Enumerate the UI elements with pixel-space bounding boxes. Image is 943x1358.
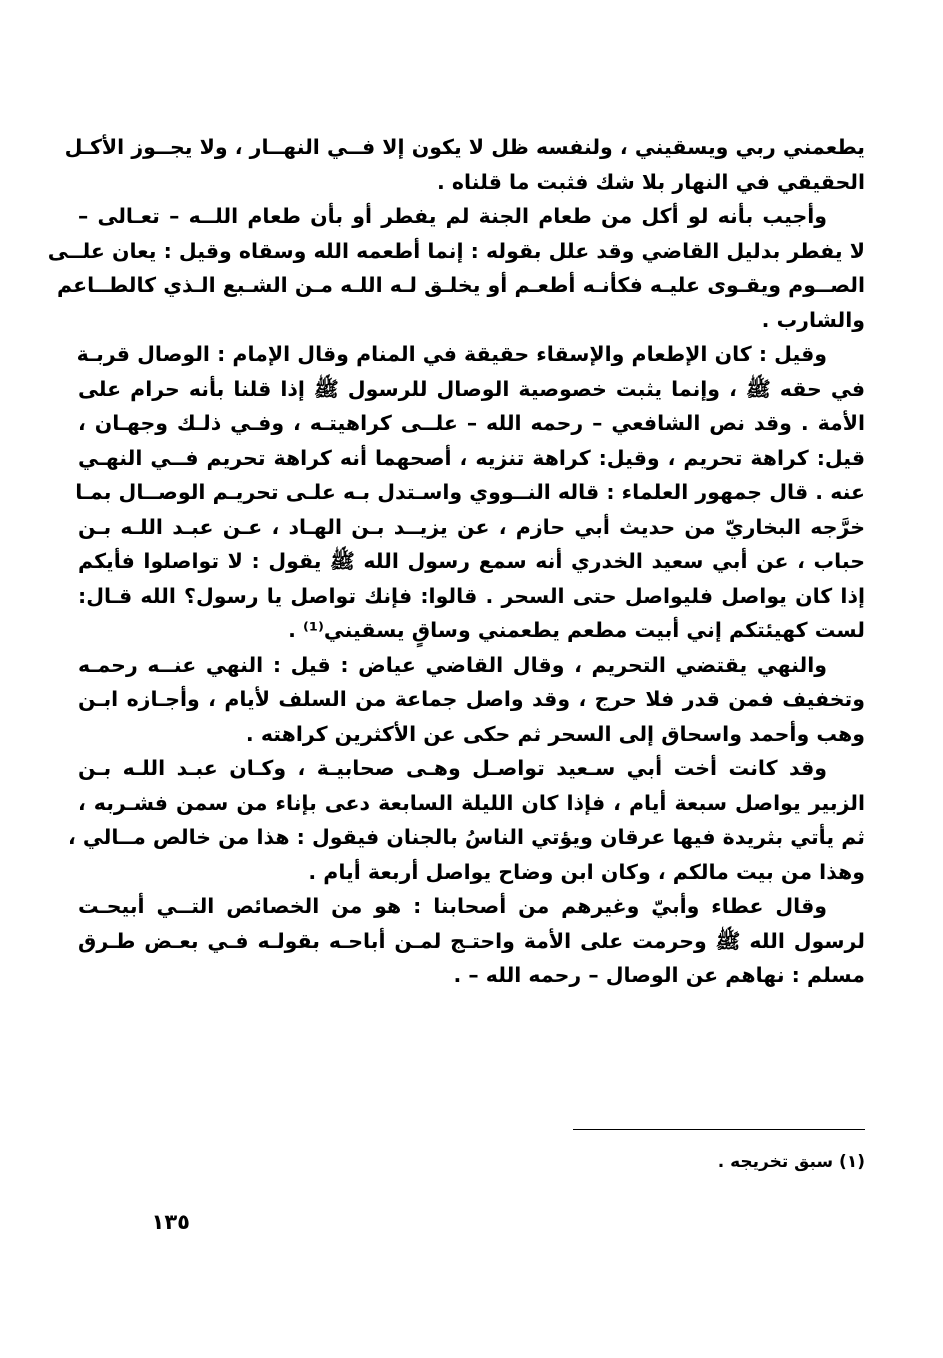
- text-line: وهب وأحمد واسحاق إلى السحر ثم حكى عن الأكثرين كراهته .: [245, 721, 865, 746]
- text-line: والنهي يقتضي التحريم ، وقال القاضي عياض : قيل : النهي عنــه رحمـه: [78, 652, 827, 677]
- text-line: وهذا من بيت مالكم ، وكان ابن وضاح يواصل أربعة أيام .: [308, 859, 865, 884]
- text-line: مسلم : نهاهم عن الوصال – رحمه الله – .: [453, 963, 865, 987]
- text-line: الحقيقي في النهار بلا شك فثبت ما قلناه .: [436, 169, 865, 194]
- text-line: يطعمني ربي ويسقيني ، ولنفسه ظل لا يكون إلا فــي النهــار ، ولا يجــوز الأكـل: [64, 135, 865, 159]
- text-line: وتخفيف فمن قدر فلا حرج ، وقد واصل جماعة من السلف لأيام ، وأجـازه ابـن: [78, 687, 865, 711]
- text-line: وأجيب بأنه لو أكل من طعام الجنة لم يفطر أو بأن طعام اللــه – تعـالى –: [78, 204, 827, 228]
- text-line: الأمة . وقد نص الشافعي – رحمه الله – علــى كراهيتـه ، وفـي ذلـك وجهـان ،: [78, 411, 865, 435]
- text-line: الصــوم ويقـوى عليـه فكأنـه أطعـم أو يخلـق لـه اللـه مـن الشـبع الـذي كالطــاعم: [57, 273, 865, 297]
- main-text: [47, 130, 865, 993]
- text-line: ثم يأتي بثريدة فيها عرقان ويؤتي الناسُ بالجنان فيقول : هذا من خالص مــالي ،: [68, 825, 865, 849]
- page-number: ١٣٥: [151, 1210, 190, 1234]
- footnote: (١) سبق تخريجه .: [717, 1152, 865, 1172]
- text-line: لا يفطر بدليل القاضي وقد علل بقوله : إنما أطعمه الله وسقاه وقيل : يعان علــى: [47, 238, 865, 263]
- text-line: لرسول الله ﷺ وحرمت على الأمة واحتـج لمـن أباحـه بقولـه فـي بعـض طـرق: [78, 928, 865, 953]
- text-line: حباب ، عن أبي سعيد الخدري أنه سمع رسول الله ﷺ يقول : لا تواصلوا فأيكم: [78, 549, 865, 573]
- text-line: خرَّجه البخاريّ من حديث أبي حازم ، عن يزيــد بـن الهـاد ، عـن عبـد اللـه بـن: [78, 514, 865, 539]
- footnote-divider: [573, 1129, 865, 1130]
- text-line: إذا كان يواصل فليواصل حتى السحر . قالوا: فإنك تواصل يا رسول؟ الله قـال:: [78, 583, 865, 608]
- text-line: في حقه ﷺ ، وإنما يثبت خصوصية الوصال للرسول ﷺ إذا قلنا بأنه حرام على: [78, 376, 865, 401]
- text-line: لست كهيئتكم إني أبيت مطعم يطعمني وساقٍ يسقيني⁽¹⁾ .: [288, 618, 865, 642]
- text-line: عنه . قال جمهور العلماء : قاله النــووي واسـتدل بـه علـى تحريـم الوصــال بمـا: [75, 480, 865, 504]
- text-line: وقال عطاء وأبيّ وغيرهم من أصحابنا : هو من الخصائص التــي أبيحـت: [78, 894, 827, 918]
- text-line: قيل: كراهة تحريم ، وقيل: كراهة تنزيه ، أصحهما أنه كراهة تحريم فــي النهـي: [78, 445, 865, 470]
- text-line: الزبير يواصل سبعة أيام ، فإذا كان الليلة السابعة دعى بإناء من سمن فشـربه ،: [78, 790, 865, 815]
- text-line: وقد كانت أخت أبي سـعيد تواصـل وهـى صحابيـة ، وكـان عبـد اللـه بـن: [78, 756, 827, 780]
- text-line: وقيل : كان الإطعام والإسقاء حقيقة في المنام وقال الإمام : الوصال قربـة: [76, 342, 827, 366]
- text-line: والشارب .: [761, 307, 865, 332]
